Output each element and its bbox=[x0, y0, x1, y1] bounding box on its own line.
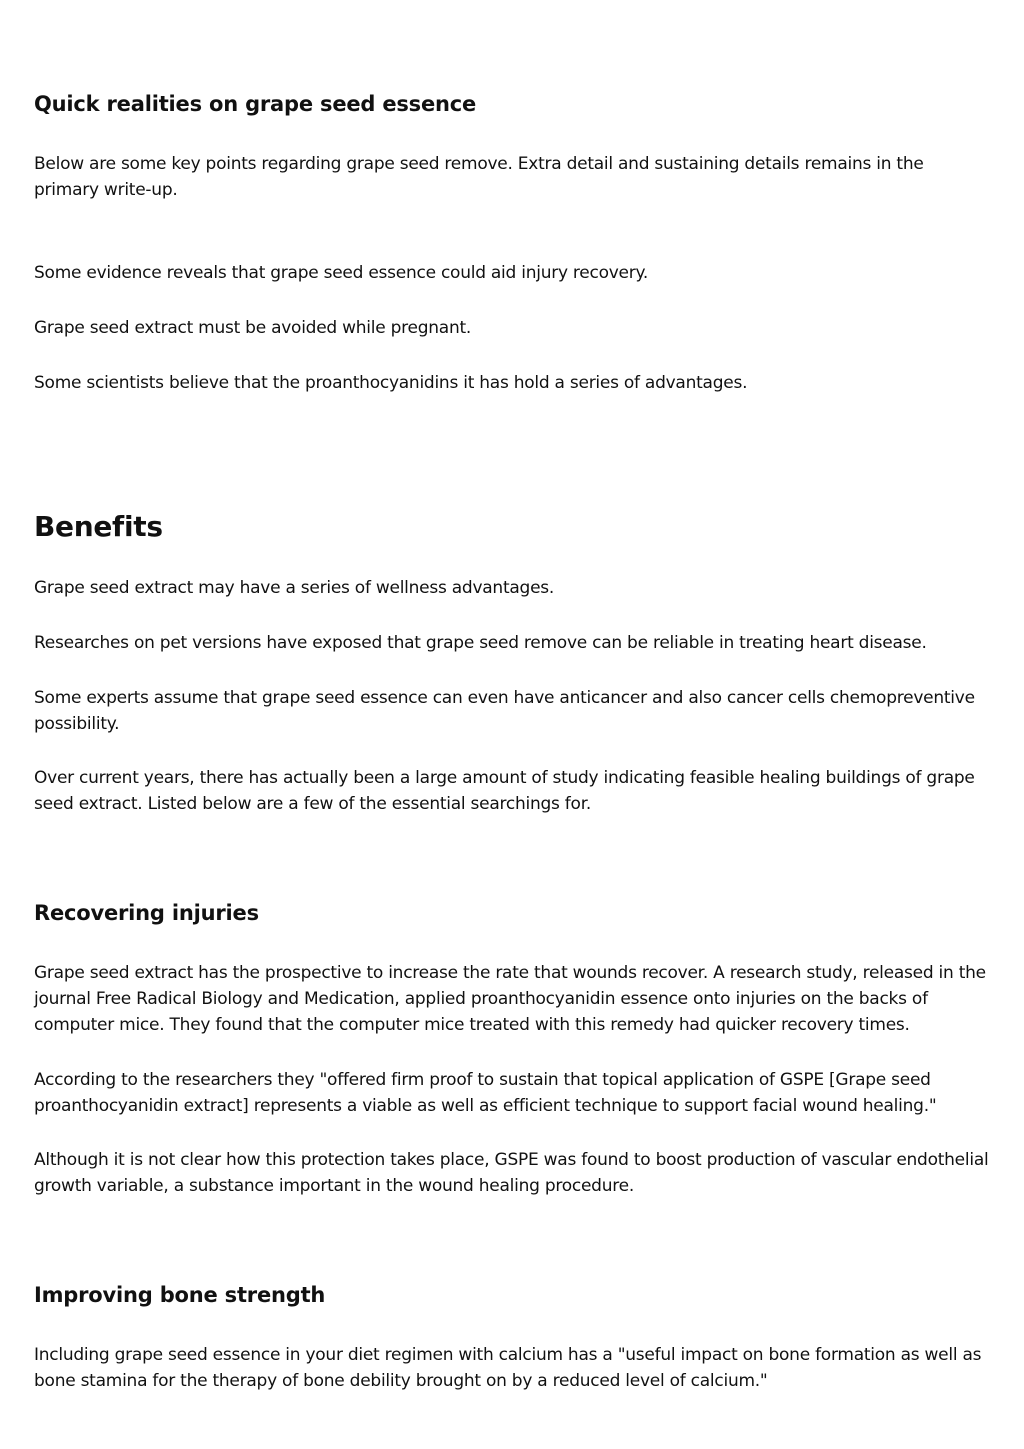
paragraph: Some scientists believe that the proanthocyanidins it has hold a series of advantages. bbox=[34, 373, 748, 393]
paragraph: Some experts assume that grape seed essence can even have anticancer and also cancer cells chemopreventive possibility. bbox=[34, 688, 975, 734]
section-heading-bone-strength: Improving bone strength bbox=[34, 1283, 326, 1307]
paragraph: Grape seed extract has the prospective to increase the rate that wounds recover. A research study, released in the journal Free Radical Biology and Medication, applied proanthocyanidin essence onto injuries on the backs of computer mice. They found that the computer mice treated with this remedy had quicker recovery times. bbox=[34, 963, 986, 1035]
paragraph: Over current years, there has actually been a large amount of study indicating feasible healing buildings of grape seed extract. Listed below are a few of the essential searchings for. bbox=[34, 768, 975, 814]
paragraph: Below are some key points regarding grape seed remove. Extra detail and sustaining details remains in the primary write-up. bbox=[34, 154, 924, 200]
paragraph: Some evidence reveals that grape seed essence could aid injury recovery. bbox=[34, 263, 649, 283]
paragraph: Including grape seed essence in your diet regimen with calcium has a "useful impact on bone formation as well as bone stamina for the therapy of bone debility brought on by a reduced level of calcium." bbox=[34, 1345, 982, 1391]
section-heading-recovering-injuries: Recovering injuries bbox=[34, 901, 259, 925]
section-heading-benefits: Benefits bbox=[34, 510, 163, 543]
section-heading-quick-facts: Quick realities on grape seed essence bbox=[34, 92, 477, 116]
paragraph: Grape seed extract may have a series of wellness advantages. bbox=[34, 578, 555, 598]
paragraph: Researches on pet versions have exposed that grape seed remove can be reliable in treating heart disease. bbox=[34, 633, 927, 653]
paragraph: Grape seed extract must be avoided while pregnant. bbox=[34, 318, 472, 338]
paragraph: Although it is not clear how this protection takes place, GSPE was found to boost production of vascular endothelial growth variable, a substance important in the wound healing procedure. bbox=[34, 1150, 989, 1196]
paragraph: According to the researchers they "offered firm proof to sustain that topical application of GSPE [Grape seed proanthocyanidin extract] represents a viable as well as efficient technique to support facial wound healing." bbox=[34, 1070, 937, 1116]
